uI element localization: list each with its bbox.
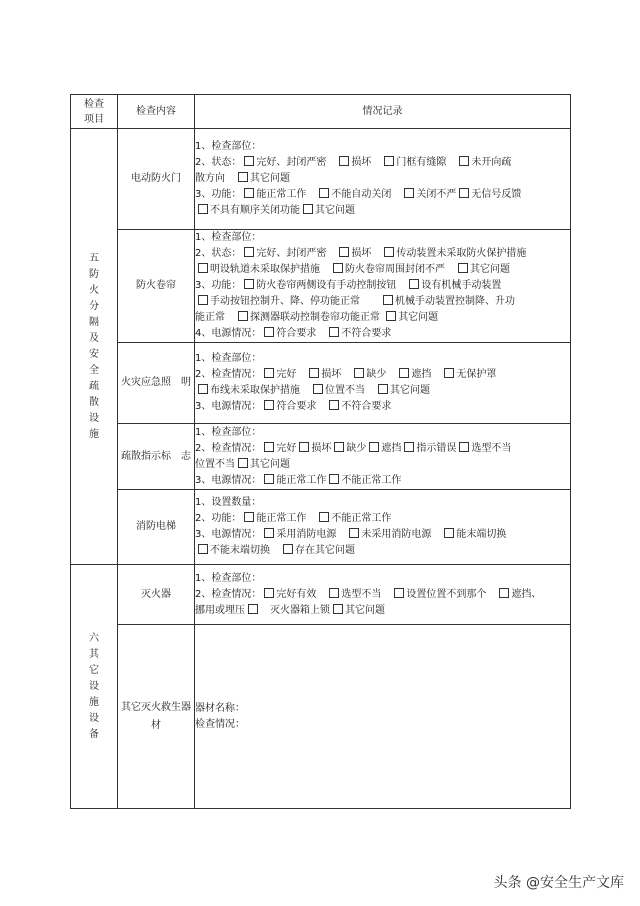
checkbox-icon[interactable] bbox=[264, 474, 274, 484]
record-cell bbox=[195, 230, 571, 343]
checkbox-icon[interactable] bbox=[299, 442, 309, 452]
record-line: 1、设置数量： bbox=[195, 497, 262, 508]
table-body bbox=[71, 129, 571, 809]
inspection-item-name: 防火卷帘 bbox=[118, 230, 195, 343]
checkbox-icon[interactable] bbox=[303, 204, 313, 214]
checkbox-icon[interactable] bbox=[444, 368, 454, 378]
checkbox-icon[interactable] bbox=[386, 311, 396, 321]
checkbox-icon[interactable] bbox=[264, 327, 274, 337]
record-line: 2、状态： 完好、封闭严密 损坏 门框有缝隙 未开向疏 bbox=[195, 157, 512, 168]
record-line: 挪用或埋压 灭火器箱上锁 其它问题 bbox=[195, 604, 385, 616]
checkbox-icon[interactable] bbox=[399, 368, 409, 378]
table-row bbox=[71, 230, 571, 343]
checkbox-icon[interactable] bbox=[459, 188, 469, 198]
record-line: 位置不当 其它问题 bbox=[195, 458, 290, 470]
record-line: 4、电源情况： 符合要求 不符合要求 bbox=[195, 328, 392, 339]
checkbox-icon[interactable] bbox=[264, 588, 274, 598]
record-line: 1、检查部位： bbox=[195, 426, 262, 438]
checkbox-icon[interactable] bbox=[378, 384, 388, 394]
inspection-item-name: 消防电梯 bbox=[118, 490, 195, 565]
checkbox-icon[interactable] bbox=[244, 247, 254, 257]
checkbox-icon[interactable] bbox=[198, 544, 208, 554]
checkbox-icon[interactable] bbox=[444, 528, 454, 538]
checkbox-icon[interactable] bbox=[349, 528, 359, 538]
inspection-item-name: 疏散指示标 志 bbox=[118, 424, 195, 490]
checkbox-icon[interactable] bbox=[384, 247, 394, 257]
table-row bbox=[71, 129, 571, 230]
checkbox-icon[interactable] bbox=[458, 263, 468, 273]
checkbox-icon[interactable] bbox=[248, 604, 258, 614]
checkbox-icon[interactable] bbox=[329, 588, 339, 598]
checkbox-icon[interactable] bbox=[244, 156, 254, 166]
checkbox-icon[interactable] bbox=[459, 156, 469, 166]
record-line: 散方向 其它问题 bbox=[195, 173, 290, 184]
record-line: 布线未采取保护措施 位置不当 其它问题 bbox=[195, 383, 570, 399]
checkbox-icon[interactable] bbox=[319, 512, 329, 522]
record-cell bbox=[195, 565, 571, 625]
checkbox-icon[interactable] bbox=[499, 588, 509, 598]
section-label-text: 六其它设施设备 bbox=[89, 632, 99, 740]
record-line: 能正常 探测器联动控制卷帘功能正常 其它问题 bbox=[195, 312, 439, 323]
record-line: 明设轨道未采取保护措施 防火卷帘周围封闭不严 其它问题 bbox=[195, 262, 570, 278]
checkbox-icon[interactable] bbox=[384, 156, 394, 166]
checkbox-icon[interactable] bbox=[238, 172, 248, 182]
table-row bbox=[71, 565, 571, 625]
checkbox-icon[interactable] bbox=[198, 384, 208, 394]
checkbox-icon[interactable] bbox=[198, 295, 208, 305]
table-row bbox=[71, 343, 571, 424]
header-inspection-content: 检查内容 bbox=[118, 95, 195, 129]
record-cell bbox=[195, 129, 571, 230]
record-cell bbox=[195, 424, 571, 490]
checkbox-icon[interactable] bbox=[459, 442, 469, 452]
record-line: 1、检查部位： bbox=[195, 353, 262, 364]
table-row bbox=[71, 424, 571, 490]
table-row bbox=[71, 490, 571, 565]
checkbox-icon[interactable] bbox=[244, 512, 254, 522]
inspection-item-name: 其它灭火救生器材 bbox=[118, 625, 195, 809]
checkbox-icon[interactable] bbox=[264, 368, 274, 378]
checkbox-icon[interactable] bbox=[409, 279, 419, 289]
record-line: 2、功能： 能正常工作 不能正常工作 bbox=[195, 513, 392, 524]
section-label-text: 五防火分隔及安全疏散设施 bbox=[89, 252, 99, 440]
checkbox-icon[interactable] bbox=[404, 442, 414, 452]
section-label bbox=[71, 129, 118, 565]
checkbox-icon[interactable] bbox=[339, 247, 349, 257]
checkbox-icon[interactable] bbox=[313, 384, 323, 394]
record-cell bbox=[195, 490, 571, 565]
record-line: 3、电源情况： 采用消防电源 未采用消防电源 能末端切换 bbox=[195, 529, 507, 540]
checkbox-icon[interactable] bbox=[394, 588, 404, 598]
watermark: 头条 @安全生产文库 bbox=[493, 875, 624, 891]
record-line: 1、检查部位： bbox=[195, 232, 262, 243]
checkbox-icon[interactable] bbox=[238, 311, 248, 321]
record-cell bbox=[195, 343, 571, 424]
record-line: 3、功能： 能正常工作 不能自动关闭 关闭不严 无信号反馈 bbox=[195, 189, 522, 200]
record-line: 3、功能： 防火卷帘两侧设有手动控制按钮 设有机械手动装置 bbox=[195, 280, 502, 291]
checkbox-icon[interactable] bbox=[238, 458, 248, 468]
record-line: 1、检查部位： bbox=[195, 141, 262, 152]
inspection-item-name: 电动防火门 bbox=[118, 129, 195, 230]
record-line: 检查情况： bbox=[195, 718, 245, 730]
record-line: 器材名称： bbox=[195, 702, 245, 714]
checkbox-icon[interactable] bbox=[329, 474, 339, 484]
checkbox-icon[interactable] bbox=[264, 528, 274, 538]
record-line: 3、电源情况： 能正常工作 不能正常工作 bbox=[195, 474, 402, 486]
checkbox-icon[interactable] bbox=[283, 544, 293, 554]
checkbox-icon[interactable] bbox=[333, 604, 343, 614]
inspection-item-name: 灭火器 bbox=[118, 565, 195, 625]
inspection-record-table bbox=[70, 94, 571, 809]
checkbox-icon[interactable] bbox=[339, 156, 349, 166]
record-line: 2、检查情况： 完好 损坏 缺少 遮挡 无保护罩 bbox=[195, 369, 497, 380]
checkbox-icon[interactable] bbox=[383, 295, 393, 305]
checkbox-icon[interactable] bbox=[334, 442, 344, 452]
record-line: 手动按钮控制升、降、停功能正常 机械手动装置控制降、升功 bbox=[195, 294, 570, 310]
checkbox-icon[interactable] bbox=[329, 327, 339, 337]
checkbox-icon[interactable] bbox=[369, 442, 379, 452]
table-header-row bbox=[71, 95, 571, 129]
checkbox-icon[interactable] bbox=[319, 188, 329, 198]
record-line: 2、检查情况： 完好有效 选型不当 设置位置不到那个 遮挡、 bbox=[195, 588, 542, 600]
record-line: 不能末端切换 存在其它问题 bbox=[195, 543, 570, 559]
header-inspection-item: 检查项目 bbox=[71, 95, 118, 129]
checkbox-icon[interactable] bbox=[264, 400, 274, 410]
checkbox-icon[interactable] bbox=[244, 188, 254, 198]
checkbox-icon[interactable] bbox=[309, 368, 319, 378]
checkbox-icon[interactable] bbox=[333, 263, 343, 273]
table-row bbox=[71, 625, 571, 809]
checkbox-icon[interactable] bbox=[404, 188, 414, 198]
section-label bbox=[71, 565, 118, 809]
record-line: 2、检查情况： 完好 损坏 缺少 遮挡 指示错误 选型不当 bbox=[195, 442, 512, 454]
inspection-item-name: 火灾应急照 明 bbox=[118, 343, 195, 424]
record-line: 3、电源情况： 符合要求 不符合要求 bbox=[195, 401, 392, 412]
checkbox-icon[interactable] bbox=[264, 442, 274, 452]
checkbox-icon[interactable] bbox=[354, 368, 364, 378]
record-line: 2、状态： 完好、封闭严密 损坏 传动装置未采取防火保护措施 bbox=[195, 248, 527, 259]
record-line: 不具有顺序关闭功能 其它问题 bbox=[195, 203, 570, 219]
checkbox-icon[interactable] bbox=[198, 204, 208, 214]
checkbox-icon[interactable] bbox=[329, 400, 339, 410]
record-cell bbox=[195, 625, 571, 809]
checkbox-icon[interactable] bbox=[198, 263, 208, 273]
checkbox-icon[interactable] bbox=[244, 279, 254, 289]
record-line: 1、检查部位： bbox=[195, 572, 262, 584]
header-record: 情况记录 bbox=[195, 95, 571, 129]
